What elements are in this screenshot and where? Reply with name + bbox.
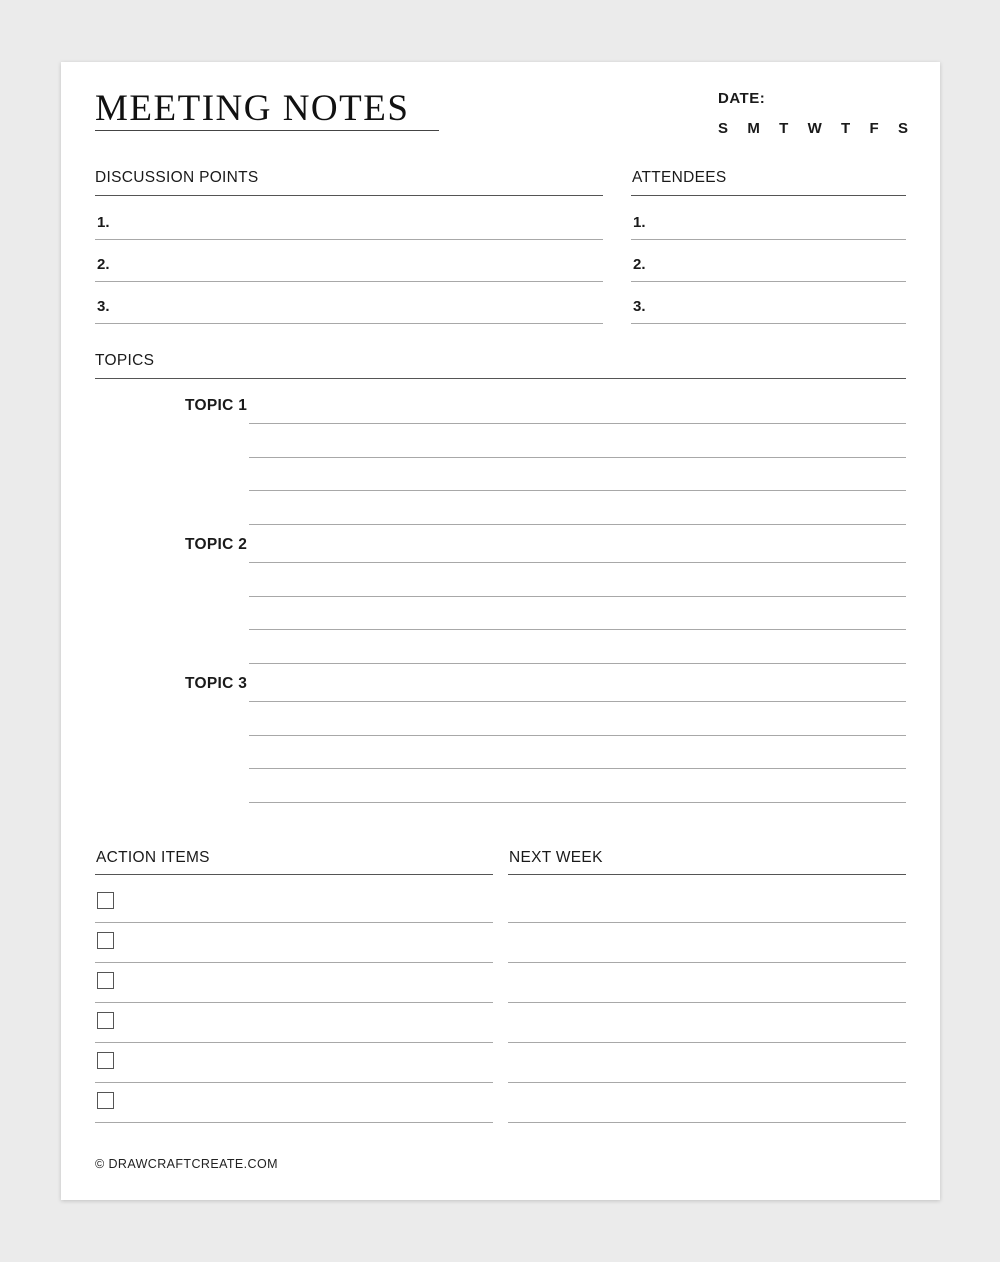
action-item-checkbox[interactable] [97,972,114,989]
action-item-line[interactable] [95,922,493,923]
discussion-item-number: 3. [97,298,110,315]
date-label: DATE: [718,90,766,107]
next-week-heading-rule [508,874,906,875]
discussion-item-number: 1. [97,214,110,231]
topic-2-line[interactable] [249,663,906,664]
action-item-line[interactable] [95,1122,493,1123]
topic-1-line[interactable] [249,524,906,525]
next-week-line[interactable] [508,962,906,963]
discussion-points-heading: DISCUSSION POINTS [95,169,259,186]
next-week-heading: NEXT WEEK [509,849,603,866]
weekday-selector [718,120,908,137]
action-items-heading: ACTION ITEMS [96,849,210,866]
next-week-line[interactable] [508,1082,906,1083]
topic-1-line[interactable] [249,423,906,424]
day-tuesday[interactable]: T [779,120,789,137]
page-title: MEETING NOTES [95,88,410,129]
topic-2-line[interactable] [249,562,906,563]
action-items-heading-rule [95,874,493,875]
attendee-item-number: 1. [633,214,646,231]
topics-heading-rule [95,378,906,379]
next-week-line[interactable] [508,1042,906,1043]
action-item-line[interactable] [95,1082,493,1083]
attendees-heading: ATTENDEES [632,169,727,186]
topic-1-line[interactable] [249,490,906,491]
meeting-notes-sheet [61,62,940,1200]
day-sunday[interactable]: S [718,120,729,137]
action-item-line[interactable] [95,1042,493,1043]
topics-heading: TOPICS [95,352,155,369]
day-saturday[interactable]: S [897,120,908,137]
topic-2-line[interactable] [249,629,906,630]
discussion-line-3[interactable] [95,323,603,324]
day-thursday[interactable]: T [841,120,851,137]
topic-3-label: TOPIC 3 [185,675,248,692]
action-item-checkbox[interactable] [97,1012,114,1029]
action-item-checkbox[interactable] [97,1092,114,1109]
topic-1-label: TOPIC 1 [185,397,248,414]
discussion-heading-rule [95,195,603,196]
topic-2-line[interactable] [249,596,906,597]
topic-3-line[interactable] [249,735,906,736]
attendee-item-number: 2. [633,256,646,273]
next-week-line[interactable] [508,922,906,923]
topic-2-label: TOPIC 2 [185,536,248,553]
footer-copyright: © DRAWCRAFTCREATE.COM [95,1157,278,1171]
action-item-line[interactable] [95,1002,493,1003]
action-item-line[interactable] [95,962,493,963]
topic-1-line[interactable] [249,457,906,458]
day-wednesday[interactable]: W [807,120,822,137]
next-week-line[interactable] [508,1002,906,1003]
attendee-line-1[interactable] [631,239,906,240]
attendee-item-number: 3. [633,298,646,315]
attendees-heading-rule [631,195,906,196]
discussion-line-2[interactable] [95,281,603,282]
action-item-checkbox[interactable] [97,892,114,909]
discussion-item-number: 2. [97,256,110,273]
title-underline [95,130,439,131]
action-item-checkbox[interactable] [97,932,114,949]
topic-3-line[interactable] [249,802,906,803]
day-monday[interactable]: M [747,120,760,137]
attendee-line-2[interactable] [631,281,906,282]
discussion-line-1[interactable] [95,239,603,240]
topic-3-line[interactable] [249,701,906,702]
action-item-checkbox[interactable] [97,1052,114,1069]
next-week-line[interactable] [508,1122,906,1123]
day-friday[interactable]: F [869,120,879,137]
topic-3-line[interactable] [249,768,906,769]
attendee-line-3[interactable] [631,323,906,324]
